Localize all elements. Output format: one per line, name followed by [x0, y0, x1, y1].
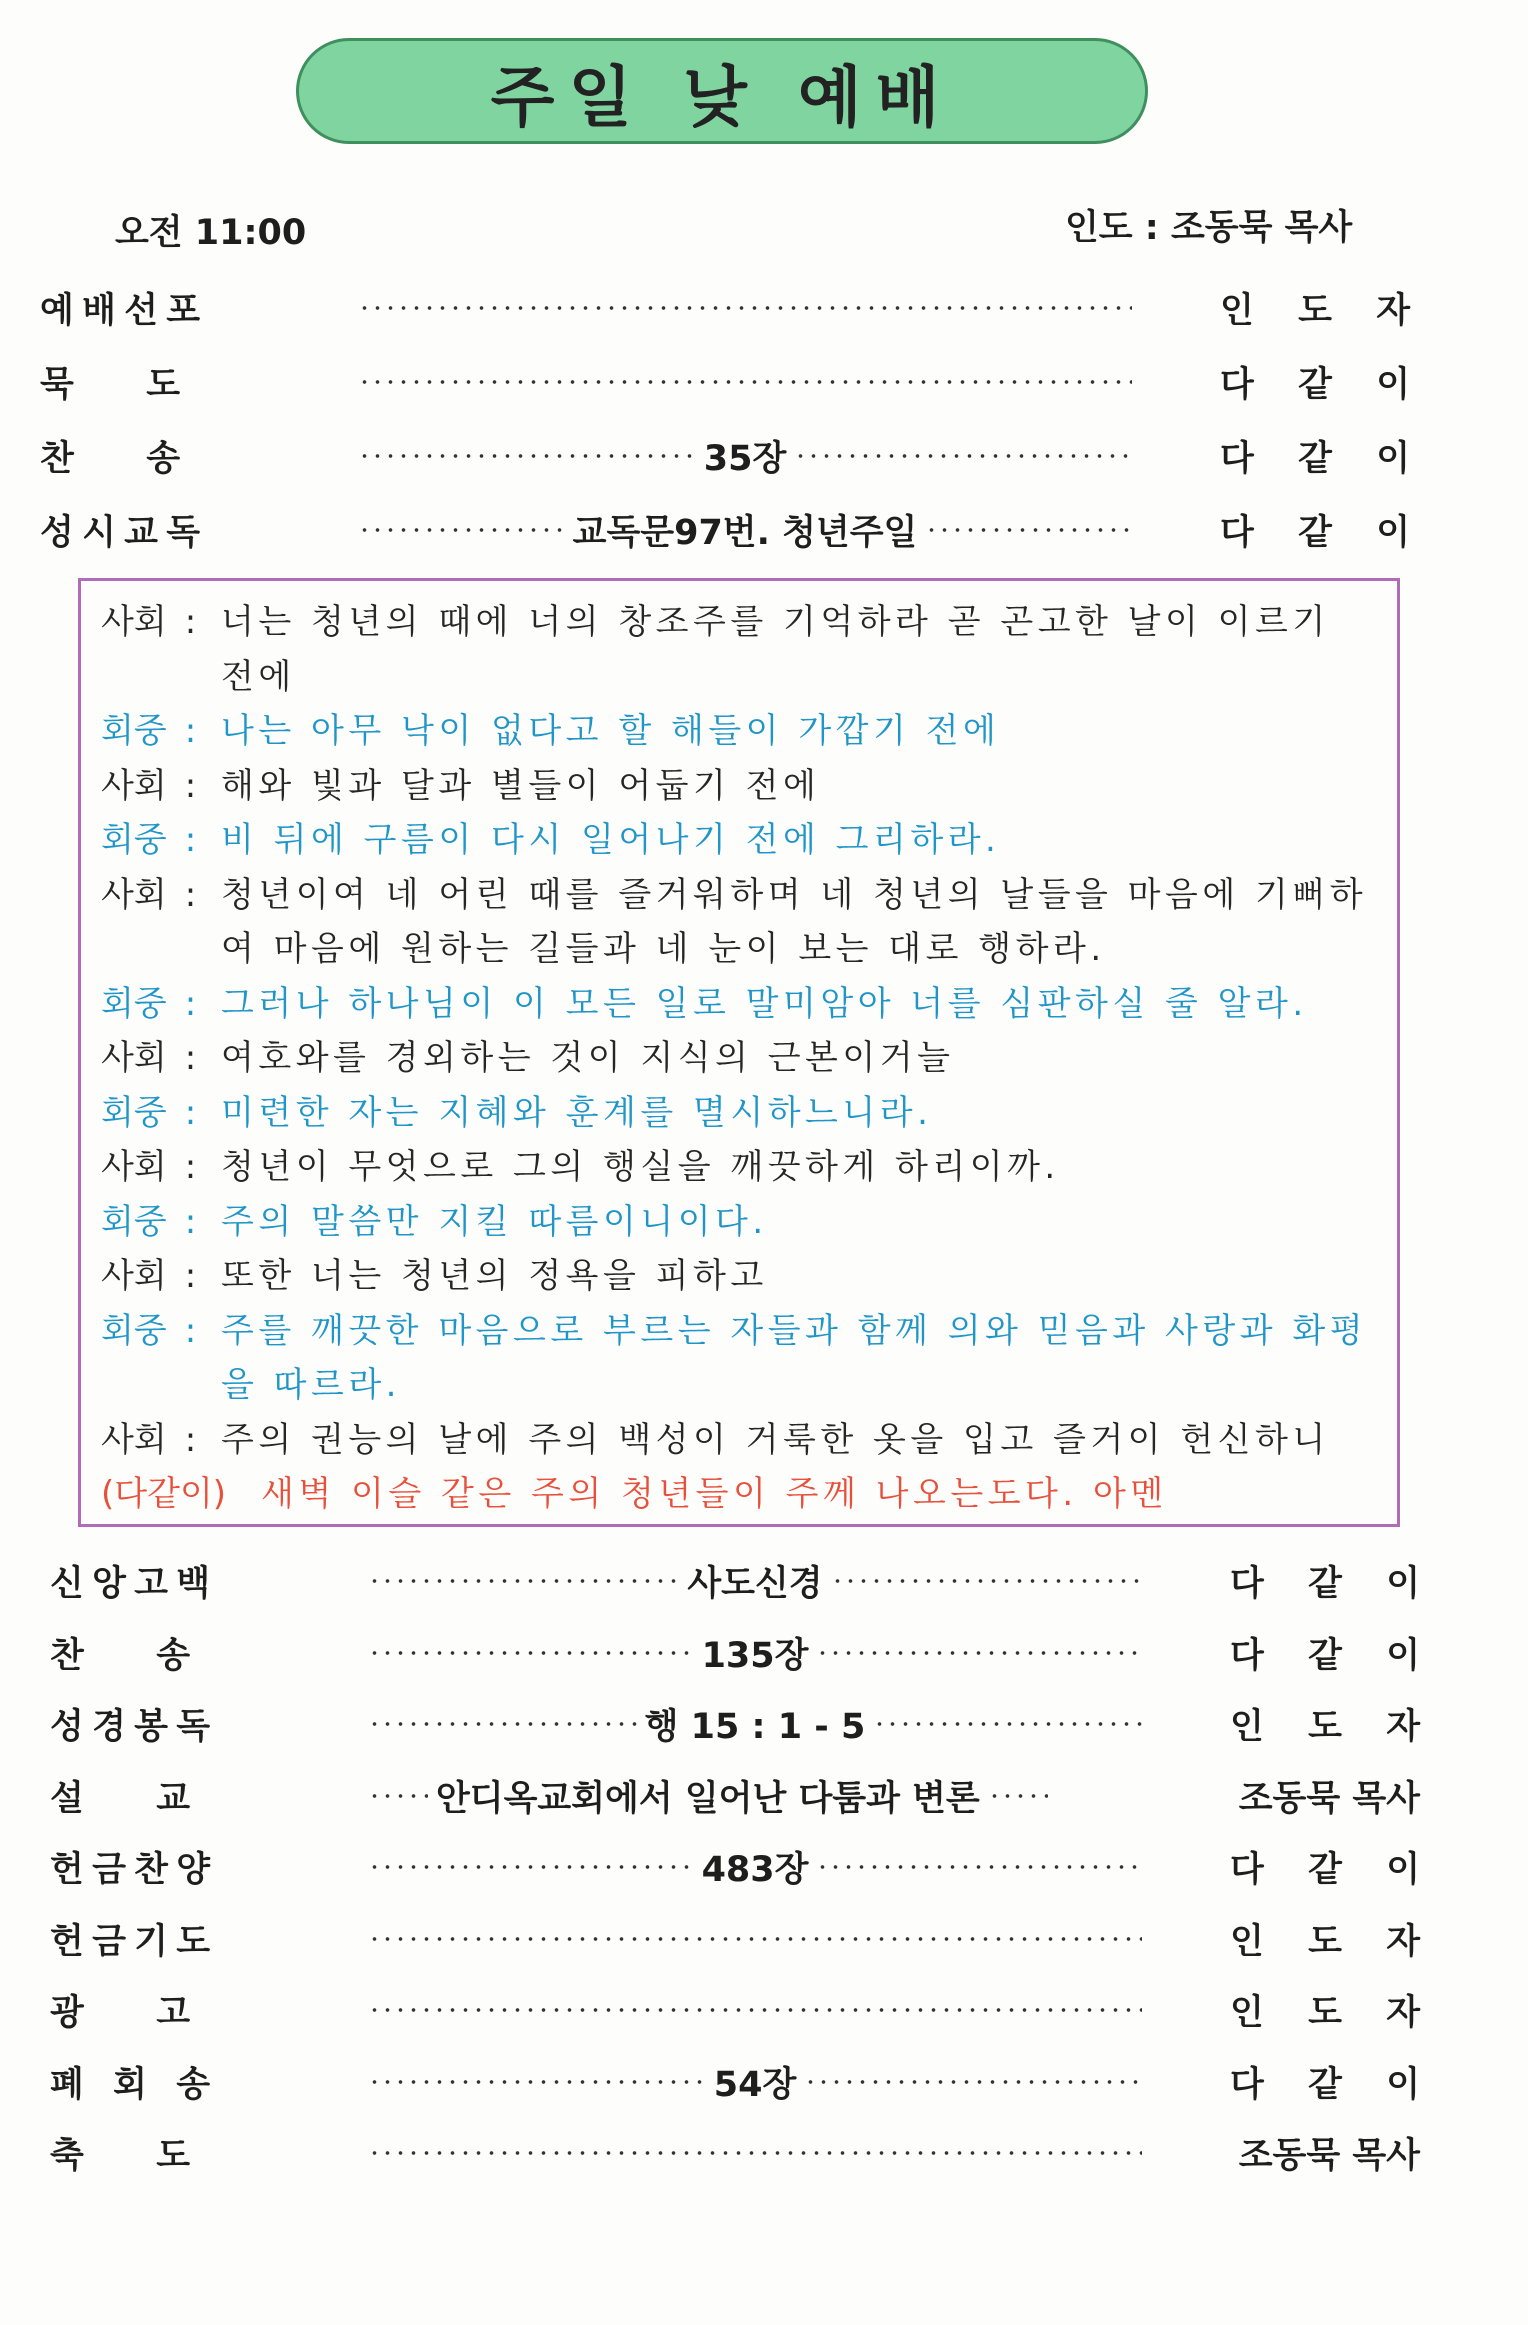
order-responsible: 인 도 자: [1230, 1707, 1420, 1747]
reading-speaker: 사회: [101, 1256, 167, 1296]
order-label: 찬 송: [50, 1635, 190, 1676]
reading-text: 또한 너는 청년의 정욕을 피하고: [221, 1256, 768, 1296]
dot-leader: [873, 1722, 1142, 1726]
order-row: [50, 2049, 1420, 2115]
order-responsible: 다 같 이: [1230, 1564, 1420, 1604]
order-responsible: 인 도 자: [1220, 291, 1410, 331]
order-label: 헌 금 기 도: [50, 1921, 210, 1962]
order-row: [50, 1548, 1420, 1614]
reading-speaker: 회중: [101, 820, 167, 860]
reading-speaker: 사회: [101, 874, 167, 915]
reading-text: 나는 아무 낙이 없다고 할 해들이 가깝기 전에: [221, 711, 1001, 751]
dot-leader: [831, 1579, 1142, 1583]
order-row: [50, 1763, 1420, 1829]
dot-leader: [368, 1651, 694, 1655]
reading-speaker: 회중: [101, 983, 167, 1024]
order-responsible: 다 같 이: [1230, 1635, 1420, 1676]
reading-text: 청년이여 네 어린 때를 즐거워하며 네 청년의 날들을 마음에 기뻐하여 마음에 원하는 길들과 네 눈이 보는 대로 행하라.: [221, 874, 1368, 969]
reading-line: 회중 : 주의 말씀만 지킬 따름이니이다.: [101, 1195, 1377, 1250]
dot-leader: [368, 2151, 1142, 2155]
reading-line: 사회 : 청년이여 네 어린 때를 즐거워하며 네 청년의 날들을 마음에 기뻐하여 마음에 원하는 길들과 네 눈이 보는 대로 행하라.: [101, 868, 1377, 977]
dot-leader: [988, 1794, 1048, 1798]
dot-leader: [358, 306, 1132, 310]
order-row: [50, 1691, 1420, 1757]
order-detail: 135장: [701, 1635, 809, 1676]
reading-speaker: 사회: [101, 1147, 167, 1187]
order-detail: 54장: [713, 2064, 797, 2105]
order-label: 헌 금 찬 양: [50, 1850, 210, 1890]
reading-line: 사회 : 주의 권능의 날에 주의 백성이 거룩한 옷을 입고 즐거이 헌신하니: [101, 1413, 1377, 1468]
reading-line: [101, 1467, 1377, 1522]
reading-text: 비 뒤에 구름이 다시 일어나기 전에 그리하라.: [221, 820, 1001, 860]
reading-speaker: (다같이): [101, 1474, 227, 1514]
reading-speaker: 회중: [101, 1092, 167, 1133]
order-detail: 483장: [701, 1850, 809, 1890]
reading-text: 새벽 이슬 같은 주의 청년들이 주께 나오는도다. 아멘: [261, 1474, 1168, 1514]
dot-leader: [804, 2080, 1142, 2084]
order-detail: 안디옥교회에서 일어난 다툼과 변론: [436, 1778, 980, 1819]
reading-speaker: 회중: [101, 1310, 167, 1351]
dot-leader: [816, 1651, 1142, 1655]
reading-line: 회중 : 비 뒤에 구름이 다시 일어나기 전에 그리하라.: [101, 813, 1377, 868]
reading-text: 여호와를 경외하는 것이 지식의 근본이거늘: [221, 1038, 955, 1078]
service-leader: 인도 : 조동묵 목사: [1065, 208, 1353, 248]
reading-text: 청년이 무엇으로 그의 행실을 깨끗하게 하리이까.: [221, 1147, 1060, 1187]
order-responsible: 다 같 이: [1220, 513, 1410, 553]
reading-line: 회중 : 나는 아무 낙이 없다고 할 해들이 가깝기 전에: [101, 704, 1377, 759]
reading-line: 회중 : 주를 깨끗한 마음으로 부르는 자들과 함께 의와 믿음과 사랑과 화평을 따르라.: [101, 1304, 1377, 1413]
reading-speaker: 회중: [101, 1201, 167, 1242]
dot-leader: [816, 1865, 1142, 1869]
reading-text: 주의 권능의 날에 주의 백성이 거룩한 옷을 입고 즐거이 헌신하니: [221, 1419, 1330, 1460]
order-label: 묵 도: [40, 365, 180, 405]
order-detail: 사도신경: [687, 1564, 823, 1604]
order-responsible: 조동묵 목사: [1238, 1778, 1420, 1819]
dot-leader: [358, 380, 1132, 384]
dot-leader: [368, 1937, 1142, 1941]
order-responsible: 인 도 자: [1230, 1921, 1420, 1962]
dot-leader: [925, 528, 1132, 532]
order-label: 설 교: [50, 1778, 190, 1819]
order-row: [50, 1906, 1420, 1972]
reading-speaker: 회중: [101, 711, 167, 751]
reading-speaker: 사회: [101, 1419, 167, 1460]
reading-text: 그러나 하나님이 이 모든 일로 말미암아 너를 심판하실 줄 알라.: [221, 983, 1308, 1024]
order-responsible: 다 같 이: [1220, 439, 1410, 479]
order-row: [50, 1620, 1420, 1686]
order-responsible: 조동묵 목사: [1238, 2136, 1420, 2176]
order-row: [40, 423, 1410, 489]
reading-line: 사회 : 청년이 무엇으로 그의 행실을 깨끗하게 하리이까.: [101, 1140, 1377, 1195]
order-label: 성 시 교 독: [40, 513, 200, 553]
order-label: 축 도: [50, 2136, 190, 2176]
order-row: [50, 1834, 1420, 1900]
reading-line: 사회 : 또한 너는 청년의 정욕을 피하고: [101, 1249, 1377, 1304]
dot-leader: [368, 1794, 428, 1798]
order-detail: 행 15 : 1 - 5: [644, 1707, 866, 1747]
dot-leader: [368, 2080, 706, 2084]
dot-leader: [358, 454, 696, 458]
order-label: 신 앙 고 백: [50, 1564, 210, 1604]
order-row: [50, 1977, 1420, 2043]
order-row: [50, 2120, 1420, 2186]
reading-line: 회중 : 그러나 하나님이 이 모든 일로 말미암아 너를 심판하실 줄 알라.: [101, 977, 1377, 1032]
reading-speaker: 사회: [101, 602, 167, 642]
responsive-reading-box: [78, 578, 1400, 1527]
service-time: 오전 11:00: [115, 213, 307, 253]
dot-leader: [794, 454, 1132, 458]
reading-text: 주의 말씀만 지킬 따름이니이다.: [221, 1201, 768, 1242]
dot-leader: [368, 1579, 679, 1583]
dot-leader: [358, 528, 565, 532]
order-responsible: 다 같 이: [1230, 2064, 1420, 2105]
order-detail: 35장: [703, 439, 787, 479]
order-row: [40, 349, 1410, 415]
reading-text: 미련한 자는 지혜와 훈계를 멸시하느니라.: [221, 1092, 933, 1133]
reading-text: 주를 깨끗한 마음으로 부르는 자들과 함께 의와 믿음과 사랑과 화평을 따르라.: [221, 1310, 1368, 1405]
reading-text: 해와 빛과 달과 별들이 어둡기 전에: [221, 765, 821, 806]
dot-leader: [368, 2008, 1142, 2012]
order-responsible: 다 같 이: [1220, 365, 1410, 405]
reading-line: 사회 : 너는 청년의 때에 너의 창조주를 기억하라 곧 곤고한 날이 이르기 전에: [101, 595, 1377, 704]
reading-text: 너는 청년의 때에 너의 창조주를 기억하라 곧 곤고한 날이 이르기 전에: [221, 602, 1330, 697]
dot-leader: [368, 1722, 637, 1726]
order-responsible: 인 도 자: [1230, 1993, 1420, 2033]
reading-line: 회중 : 미련한 자는 지혜와 훈계를 멸시하느니라.: [101, 1086, 1377, 1141]
order-label: 성 경 봉 독: [50, 1707, 210, 1747]
order-responsible: 다 같 이: [1230, 1850, 1420, 1890]
reading-speaker: 사회: [101, 765, 167, 806]
order-label: 폐 회 송: [50, 2064, 210, 2105]
order-label: 찬 송: [40, 439, 180, 479]
reading-line: 사회 : 여호와를 경외하는 것이 지식의 근본이거늘: [101, 1031, 1377, 1086]
order-label: 광 고: [50, 1993, 190, 2033]
order-detail: 교독문97번. 청년주일: [572, 513, 918, 553]
page-title: 주일 낮 예배: [296, 38, 1148, 144]
order-row: [40, 275, 1410, 341]
reading-line: 사회 : 해와 빛과 달과 별들이 어둡기 전에: [101, 759, 1377, 814]
order-row: [40, 497, 1410, 563]
dot-leader: [368, 1865, 694, 1869]
reading-speaker: 사회: [101, 1038, 167, 1078]
order-label: 예 배 선 포: [40, 291, 200, 331]
